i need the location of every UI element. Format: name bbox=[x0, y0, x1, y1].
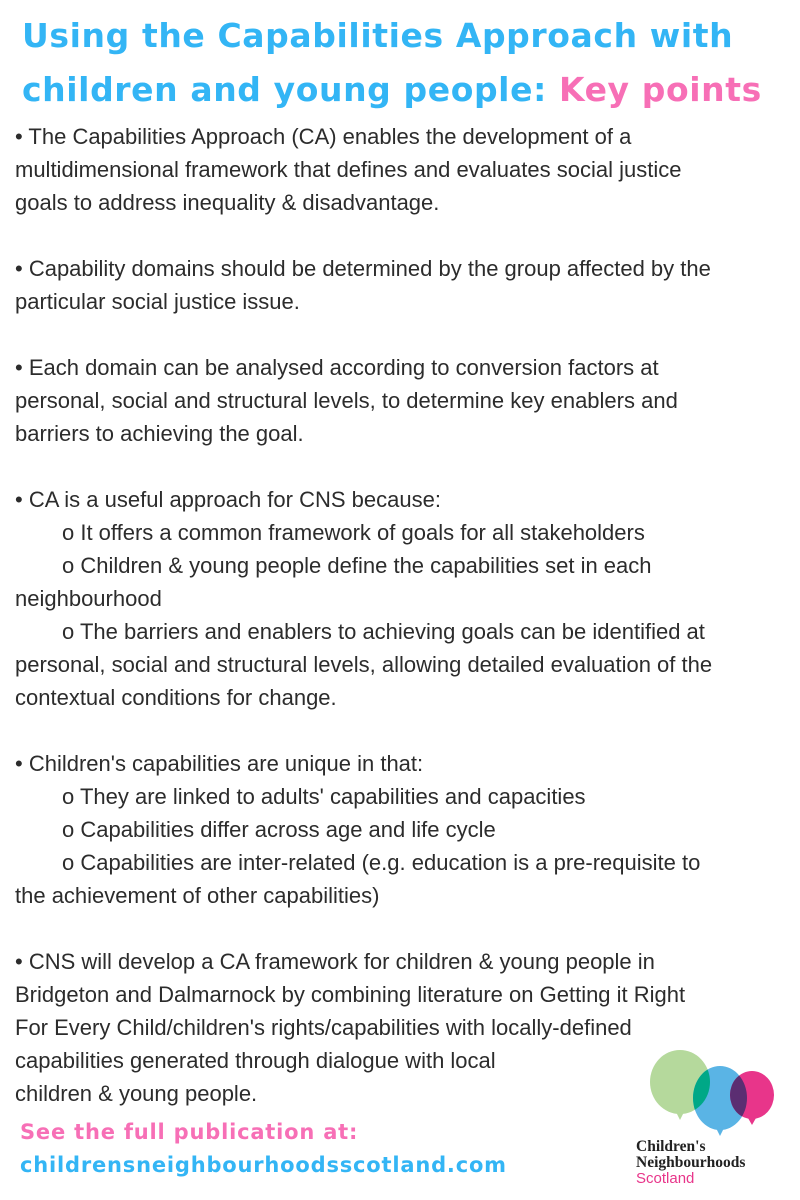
text-line: personal, social and structural levels, to determine key enablers and bbox=[15, 388, 678, 413]
text-line: particular social justice issue. bbox=[15, 289, 300, 314]
sub-point: o They are linked to adults' capabilities and capacities bbox=[62, 784, 586, 809]
title-main: children and young people: bbox=[22, 70, 547, 109]
title-line-1: Using the Capabilities Approach with bbox=[22, 16, 734, 55]
text-line: multidimensional framework that defines and evaluates social justice bbox=[15, 157, 682, 182]
text-line: goals to address inequality & disadvantage. bbox=[15, 190, 440, 215]
text-line: contextual conditions for change. bbox=[15, 685, 337, 710]
sub-point: o It offers a common framework of goals for all stakeholders bbox=[62, 520, 645, 545]
logo-text-line3: Scotland bbox=[636, 1170, 695, 1187]
text-line: neighbourhood bbox=[15, 586, 162, 611]
text-line: • Capability domains should be determined by the group affected by the bbox=[15, 256, 711, 281]
sub-point: o The barriers and enablers to achieving goals can be identified at bbox=[62, 619, 705, 644]
text-line: the achievement of other capabilities) bbox=[15, 883, 380, 908]
logo-text-line1: Children's bbox=[636, 1138, 706, 1155]
publication-label: See the full publication at: bbox=[20, 1120, 359, 1144]
publication-link[interactable]: childrensneighbourhoodsscotland.com bbox=[20, 1153, 507, 1177]
logo-text-line2: Neighbourhoods bbox=[636, 1154, 746, 1171]
text-line: • Children's capabilities are unique in that: bbox=[15, 751, 424, 776]
text-line: • CNS will develop a CA framework for children & young people in bbox=[15, 949, 655, 974]
sub-point: o Children & young people define the capabilities set in each bbox=[62, 553, 652, 578]
text-line: For Every Child/children's rights/capabilities with locally-defined bbox=[15, 1015, 632, 1040]
cns-logo bbox=[632, 1050, 792, 1190]
text-line: • The Capabilities Approach (CA) enables the development of a bbox=[15, 124, 632, 149]
title-accent-key-points: Key points bbox=[558, 70, 762, 109]
sub-point: o Capabilities differ across age and life cycle bbox=[62, 817, 496, 842]
title-line-2 bbox=[22, 70, 762, 109]
text-line: • Each domain can be analysed according to conversion factors at bbox=[15, 355, 659, 380]
text-line: personal, social and structural levels, allowing detailed evaluation of the bbox=[15, 652, 713, 677]
text-line: children & young people. bbox=[15, 1081, 258, 1106]
sub-point: o Capabilities are inter-related (e.g. education is a pre-requisite to bbox=[62, 850, 701, 875]
text-line: capabilities generated through dialogue with local bbox=[15, 1048, 496, 1073]
text-line: barriers to achieving the goal. bbox=[15, 421, 304, 446]
text-line: Bridgeton and Dalmarnock by combining literature on Getting it Right bbox=[15, 982, 686, 1007]
text-line: • CA is a useful approach for CNS because: bbox=[15, 487, 441, 512]
balloons-icon bbox=[632, 1050, 792, 1150]
